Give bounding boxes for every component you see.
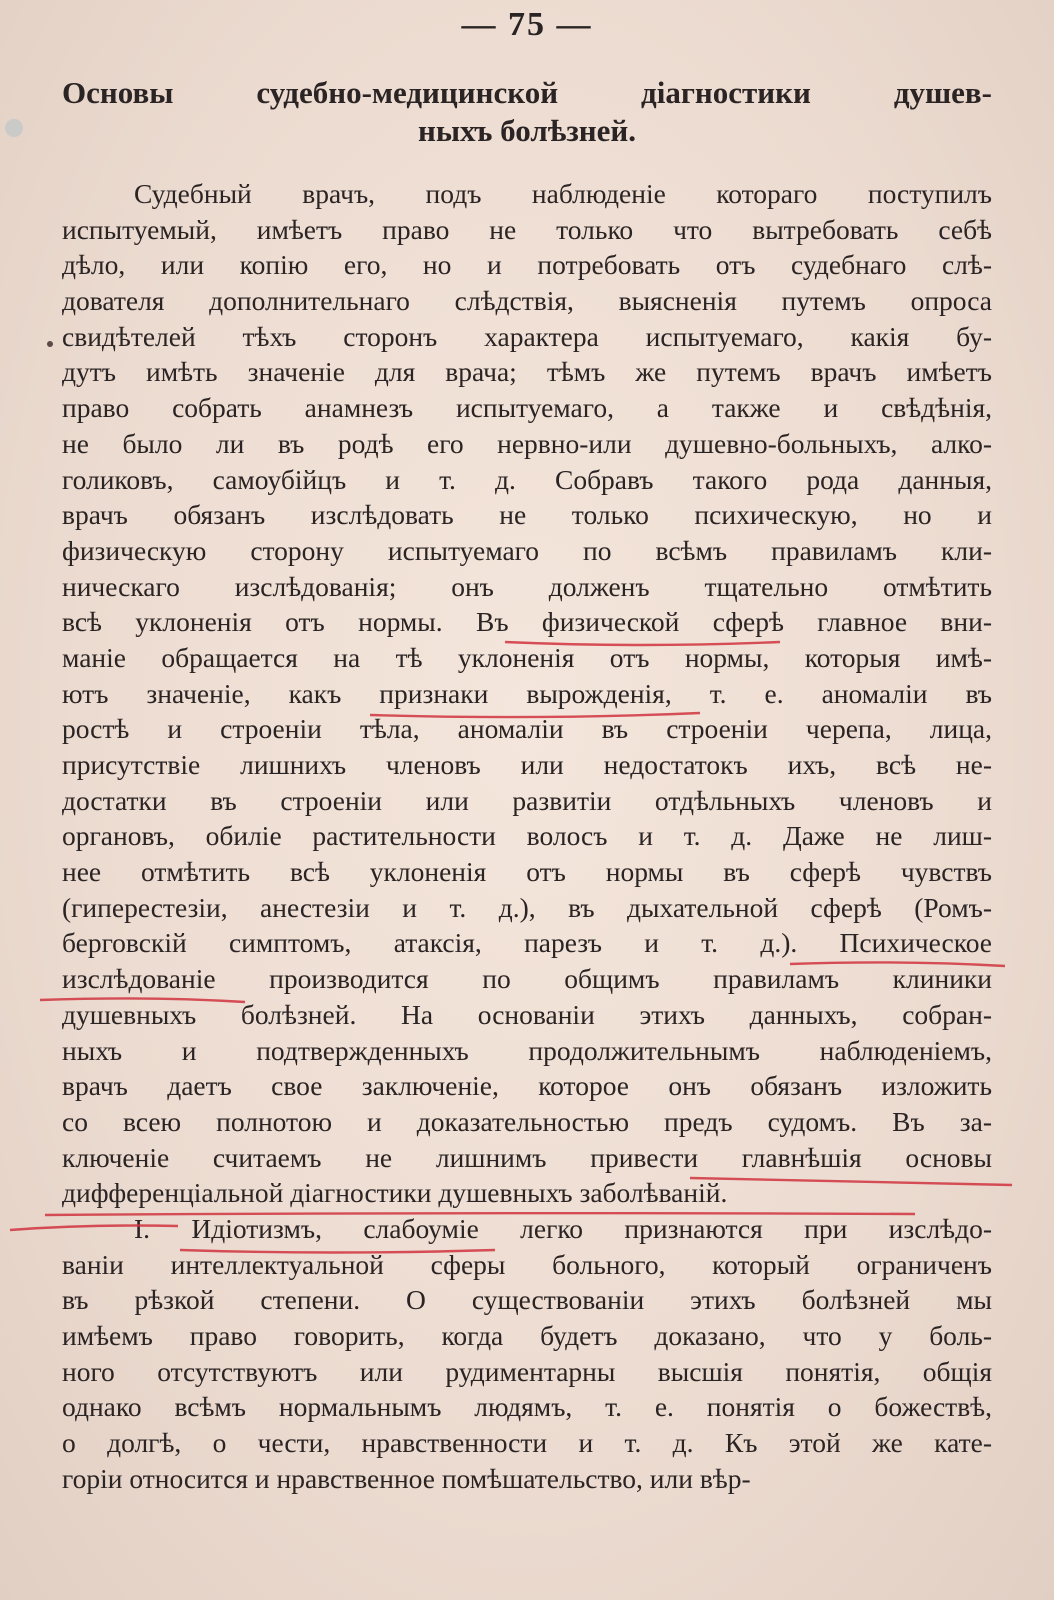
- text-line: органовъ, обиліе растительности волосъ и т. д. Даже не лиш-: [62, 820, 992, 852]
- text-line: однако всѣмъ нормальнымъ людямъ, т. е. понятія о божествѣ,: [62, 1391, 992, 1423]
- text-line: всѣ уклоненія отъ нормы. Въ физической сферѣ главное вни-: [62, 606, 992, 638]
- text-line: врачъ даетъ свое заключеніе, которое онъ обязанъ изложить: [62, 1070, 992, 1102]
- text-line: ныхъ и подтвержденныхъ продолжительнымъ наблюденіемъ,: [62, 1034, 992, 1066]
- text-line: достатки въ строеніи или развитіи отдѣльныхъ членовъ и: [62, 784, 992, 816]
- margin-smudge: [5, 119, 23, 137]
- text-line: не было ли въ родѣ его нервно-или душевно-больныхъ, алко-: [62, 427, 992, 459]
- text-line: испытуемый, имѣетъ право не только что вытребовать себѣ: [62, 213, 992, 245]
- text-line: имѣемъ право говорить, когда будетъ доказано, что у боль-: [62, 1320, 992, 1351]
- text-line: право собрать анамнезъ испытуемаго, а также и свѣдѣнія,: [62, 392, 992, 424]
- text-line: ническаго изслѣдованія; онъ долженъ тщательно отмѣтить: [62, 570, 992, 602]
- text-line: дутъ имѣть значеніе для врача; тѣмъ же путемъ врачъ имѣетъ: [62, 356, 992, 388]
- text-line: ваніи интеллектуальной сферы больного, который ограниченъ: [62, 1248, 992, 1280]
- text-line: ключеніе считаемъ не лишнимъ привести главнѣшія основы: [62, 1141, 992, 1173]
- text-line: Судебный врачъ, подъ наблюденіе котораго поступилъ: [134, 178, 992, 209]
- body-text: [62, 176, 992, 1496]
- section-heading: [62, 74, 992, 150]
- text-line: I. Идіотизмъ, слабоуміе легко признаются при изслѣдо-: [134, 1212, 992, 1244]
- text-line: маніе обращается на тѣ уклоненія отъ нормы, которыя имѣ-: [62, 641, 992, 673]
- text-line: душевныхъ болѣзней. На основаніи этихъ данныхъ, собран-: [62, 998, 992, 1030]
- text-line: въ рѣзкой степени. О существованіи этихъ болѣзней мы: [62, 1284, 992, 1316]
- text-line: дователя дополнительнаго слѣдствія, выясненія путемъ опроса: [62, 285, 992, 317]
- text-line: дифференціальной діагностики душевныхъ заболѣваній.: [62, 1177, 728, 1209]
- heading-line-2: ныхъ болѣзней.: [417, 113, 637, 148]
- text-line: ного отсутствуютъ или рудиментарны высшія понятія, общія: [62, 1355, 992, 1387]
- text-line: ростѣ и строеніи тѣла, аномаліи въ строеніи черепа, лица,: [62, 713, 992, 745]
- page-number: — 75 —: [461, 6, 593, 43]
- text-line: дѣло, или копію его, но и потребовать отъ судебнаго слѣ-: [62, 249, 992, 281]
- text-line: свидѣтелей тѣхъ сторонъ характера испытуемаго, какія бу-: [62, 320, 992, 352]
- text-line: берговскій симптомъ, атаксія, парезъ и т. д.). Психическое: [62, 927, 992, 959]
- text-line: врачъ обязанъ изслѣдовать не только психическую, но и: [62, 499, 992, 531]
- text-line: о долгѣ, о чести, нравственности и т. д. Къ этой же кате-: [62, 1427, 992, 1459]
- text-line: нее отмѣтить всѣ уклоненія отъ нормы въ сферѣ чувствъ: [62, 856, 992, 888]
- text-line: присутствіе лишнихъ членовъ или недостатокъ ихъ, всѣ не-: [62, 749, 992, 780]
- text-line: ютъ значеніе, какъ признаки вырожденія, т. е. аномаліи въ: [62, 677, 992, 709]
- text-line: изслѣдованіе производится по общимъ правиламъ клиники: [62, 963, 992, 995]
- margin-dot: [47, 341, 53, 347]
- text-line: (гиперестезіи, анестезіи и т. д.), въ дыхательной сферѣ (Ромъ-: [62, 891, 992, 923]
- text-line: физическую сторону испытуемаго по всѣмъ правиламъ кли-: [62, 534, 992, 566]
- text-line: со всею полнотою и доказательностью предъ судомъ. Въ за-: [62, 1105, 992, 1137]
- text-line: горіи относится и нравственное помѣшательство, или вѣр-: [62, 1462, 751, 1494]
- heading-line-1: Основы судебно-медицинской діагностики душев-: [62, 75, 992, 110]
- text-line: голиковъ, самоубійцъ и т. д. Собравъ такого рода данныя,: [62, 463, 992, 495]
